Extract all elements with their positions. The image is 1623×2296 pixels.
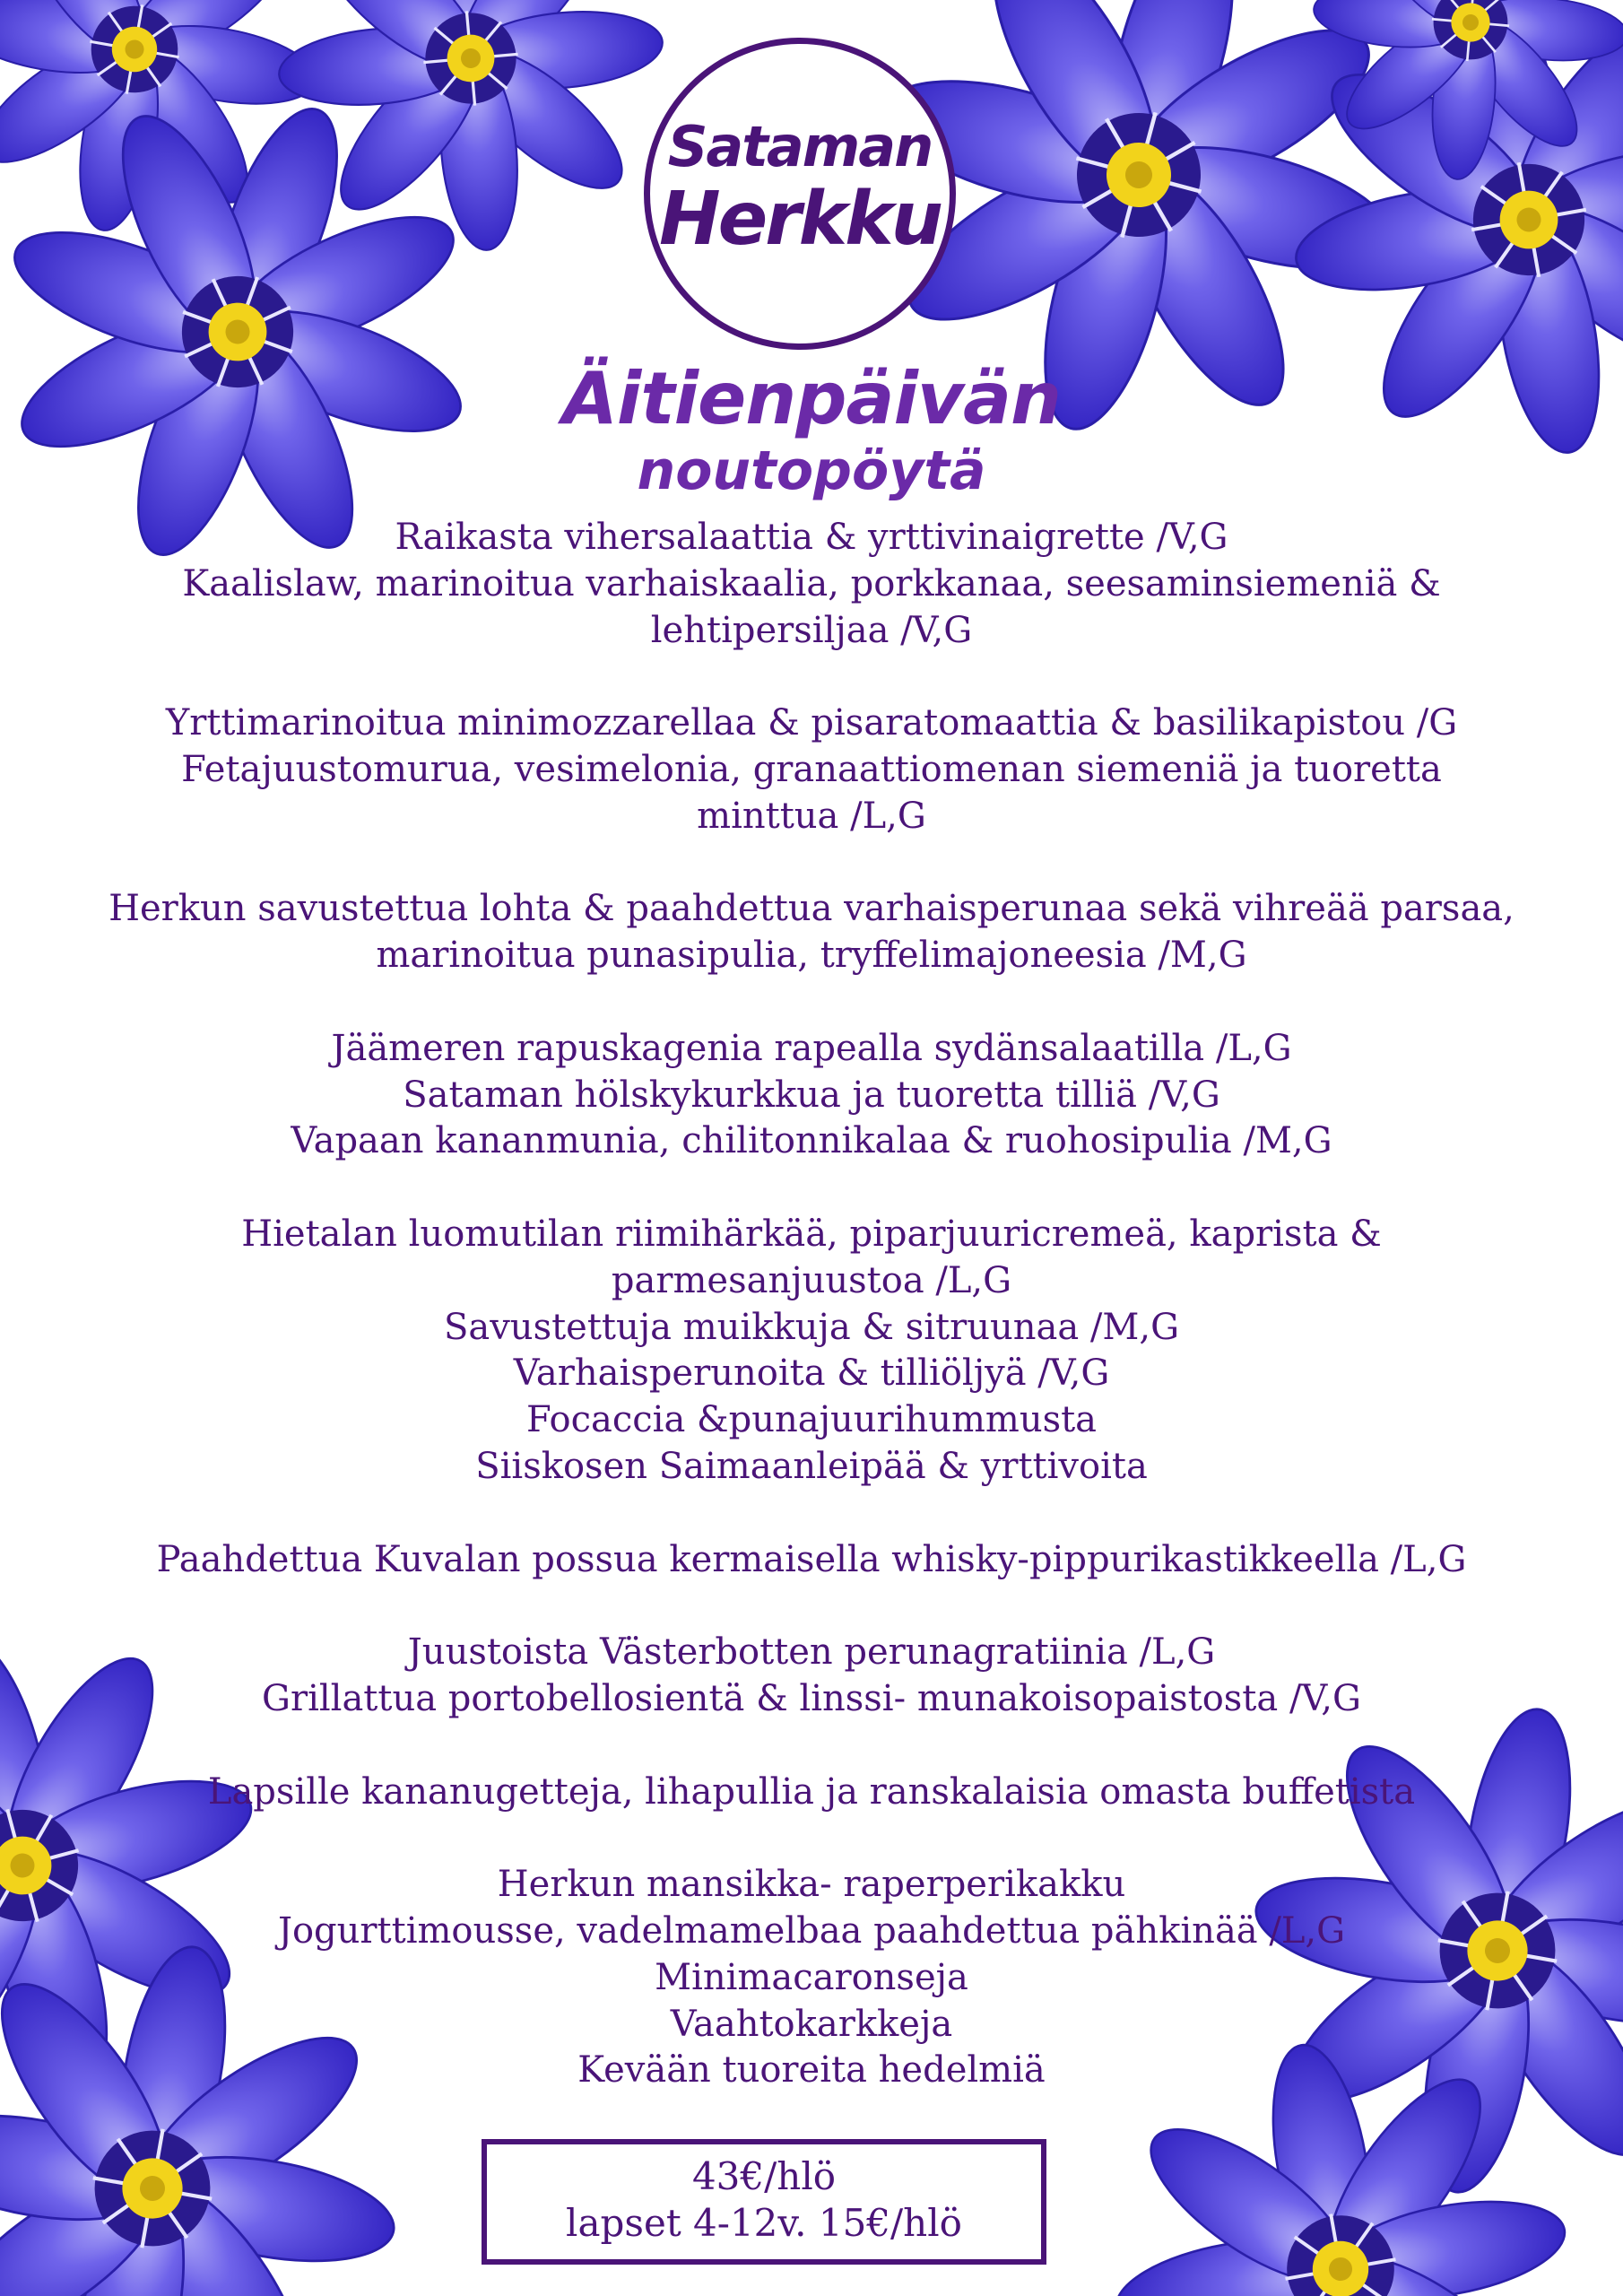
menu-item: Minimacaronseja <box>655 1956 968 1998</box>
menu-spacer <box>54 979 1569 1026</box>
menu-spacer <box>54 840 1569 887</box>
menu-item: minttua /L,G <box>697 795 926 837</box>
menu-item: Jogurttimousse, vadelmamelbaa paahdettua pähkinää /L,G <box>277 1909 1346 1952</box>
menu-item: lehtipersiljaa /V,G <box>650 609 973 651</box>
page-subtitle: noutopöytä <box>637 439 986 502</box>
logo-text-herkku: Herkku <box>658 177 942 262</box>
menu-item: Herkun savustettua lohta & paahdettua varhaisperunaa sekä vihreää parsaa, <box>108 888 1515 930</box>
logo <box>644 38 956 350</box>
logo-text-sataman: Sataman <box>667 114 933 179</box>
menu-item: Vaahtokarkkeja <box>670 2003 953 2045</box>
menu-spacer <box>54 1165 1569 1212</box>
menu-item: parmesanjuustoa /L,G <box>611 1259 1012 1301</box>
menu-item: Juustoista Västerbotten perunagratiinia /L,G <box>407 1631 1216 1674</box>
menu-spacer <box>54 1583 1569 1630</box>
menu-item: Yrttimarinoitua minimozzarellaa & pisaratomaattia & basilikapistou /G <box>165 702 1458 744</box>
menu-item: Grillattua portobellosientä & linssi- munakoisopaistosta /V,G <box>262 1677 1361 1719</box>
menu-item: Varhaisperunoita & tilliöljyä /V,G <box>513 1352 1110 1395</box>
menu-item: Focaccia &punajuurihummusta <box>525 1399 1098 1441</box>
menu-spacer <box>54 654 1569 700</box>
child-price: lapset 4-12v. 15€/hlö <box>566 2201 962 2245</box>
menu-item: Herkun mansikka- raperperikakku <box>497 1864 1126 1906</box>
menu-item: Hietalan luomutilan riimihärkää, piparjuuricremeä, kaprista & <box>241 1213 1382 1255</box>
menu-spacer <box>54 1815 1569 1862</box>
menu-item: Kevään tuoreita hedelmiä <box>577 2049 1046 2092</box>
menu-spacer <box>54 1723 1569 1770</box>
menu-list <box>54 515 1569 2094</box>
menu-spacer <box>54 1491 1569 1537</box>
menu-item: Paahdettua Kuvalan possua kermaisella whisky-pippurikastikkeella /L,G <box>156 1538 1467 1580</box>
menu-item: Savustettuja muikkuja & sitruunaa /M,G <box>443 1306 1180 1348</box>
menu-item: Raikasta vihersalaattia & yrttivinaigrette /V,G <box>395 517 1228 558</box>
menu-item: Siiskosen Saimaanleipää & yrttivoita <box>475 1445 1148 1487</box>
price-box <box>482 2139 1046 2265</box>
page-title: Äitienpäivän <box>562 357 1061 440</box>
menu-item: Fetajuustomurua, vesimelonia, granaattiomenan siemeniä ja tuoretta <box>181 748 1442 790</box>
menu-item: Kaalislaw, marinoitua varhaiskaalia, porkkanaa, seesaminsiemeniä & <box>182 562 1441 604</box>
menu-item: Jäämeren rapuskagenia rapealla sydänsalaatilla /L,G <box>331 1027 1292 1069</box>
menu-item: Sataman hölskykurkkua ja tuoretta tilliä /V,G <box>403 1074 1220 1116</box>
menu-item: Lapsille kananugetteja, lihapullia ja ranskalaisia omasta buffetista <box>207 1770 1416 1813</box>
menu-item: marinoitua punasipulia, tryffelimajoneesia /M,G <box>376 935 1247 977</box>
adult-price: 43€/hlö <box>691 2154 837 2198</box>
menu-item: Vapaan kananmunia, chilitonnikalaa & ruohosipulia /M,G <box>291 1120 1332 1162</box>
